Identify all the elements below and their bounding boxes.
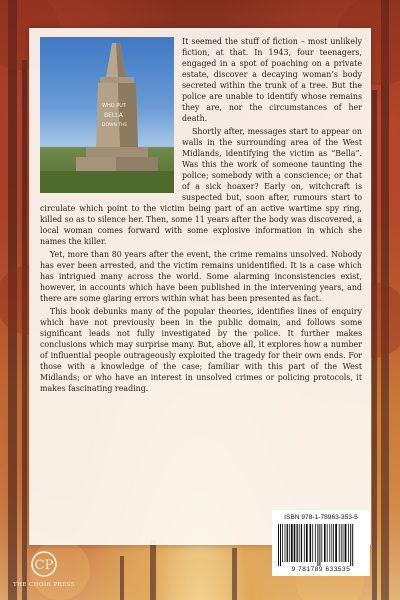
blurb-panel	[29, 28, 371, 545]
svg-text:CP: CP	[34, 558, 54, 573]
blurb-paragraph-3: Yet, more than 80 years after the event, the crime remains unsolved. Nobody has ever been arrested, and the victim remains unidentified. It is a case which has intrigued many across the world. Some alarming inconsistencies exist, however, in accounts which have been published in the intervening years, and there are some glaring errors within what has been presented as fact.	[40, 250, 362, 303]
svg-text:DOWN THE: DOWN THE	[102, 123, 128, 128]
isbn-barcode-box	[272, 510, 370, 576]
barcode-image	[278, 524, 364, 566]
blurb-paragraph-2: Shortly after, messages start to appear on walls in the surrounding area of the West Midlands, identifying the victim as “Bella”. Was this the work of someone taunting the police; somebody with a conscience; or that of a sick hoaxer? Early on, witchcraft is suspected but, soon after, rumours start to circulate which point to the victim being part of an active wartime spy ring, killed so as to silence her. Then, some 11 years after the body was discovered, a local woman comes forward with some explosive information in which she names the killer.	[40, 127, 362, 246]
blurb-text	[40, 36, 362, 396]
publisher-logo	[12, 548, 76, 594]
publisher-name: THE CHOIR PRESS	[12, 582, 76, 588]
svg-text:BELLA: BELLA	[104, 112, 123, 119]
blurb-paragraph-4: This book debunks many of the popular theories, identifies lines of enquiry which have not previously been in the public domain, and follows some significant leads not fully investigated by the police. It further makes conclusions which may surprise many. But, above all, it explores how a number of influential people outrageously exploited the tragedy for their own ends. For those with a knowledge of the case; familiar with this part of the West Midlands; or who have an interest in unsolved crimes or policing protocols, it makes fascinating reading.	[40, 307, 362, 393]
photo-spacer	[40, 36, 178, 196]
blurb-paragraph-1: It seemed the stuff of fiction – most unlikely fiction, at that. In 1943, four teenagers, engaged in a spot of poaching on a private estate, discover a decaying woman’s body secreted within the trunk of a tree. But the police are unable to identify whose remains they are, nor the circumstances of her death.	[182, 37, 362, 123]
svg-text:WHO PUT: WHO PUT	[102, 103, 126, 109]
isbn-label: ISBN 978-1-78963-353-5	[284, 514, 358, 521]
isbn-barcode-digits: 9 781789 633535	[291, 566, 351, 573]
choir-press-icon	[12, 548, 76, 582]
